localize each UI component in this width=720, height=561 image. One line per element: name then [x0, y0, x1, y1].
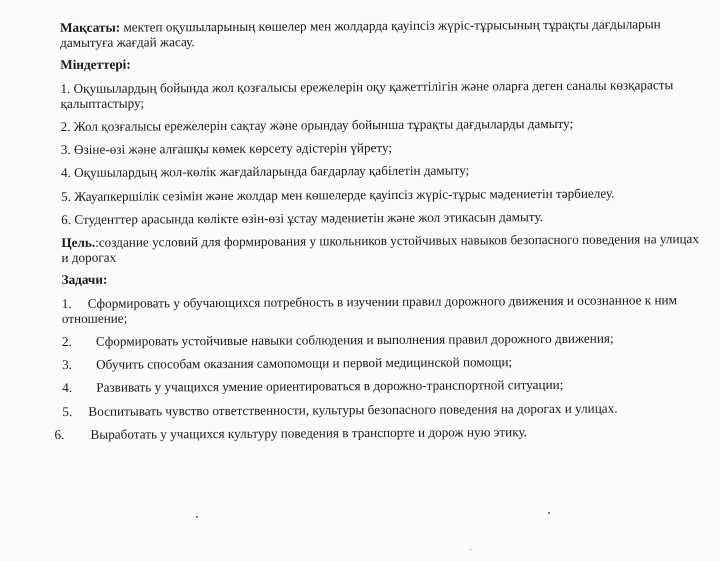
tasks-kz-item: 6. Студенттер арасында көлікте өзін-өзі ұстау мәдениетін және жол этикасын дамыту. [61, 208, 544, 227]
goal-kz-text: мектеп оқушыларының көшелер мен жолдарда қауіпсіз жүріс-тұрысының тұрақты дағдыларын дамытуға жағдай жасау. [60, 16, 661, 51]
tasks-ru-item-number: 1. [61, 295, 72, 311]
tasks-kz-item: 1. Оқушылардың бойында жол қозғалысы ережелерін оқу қажеттілігін және оларға деген саналы көзқарасты қалыптастыру; [60, 76, 674, 111]
scan-speck [470, 549, 471, 550]
tasks-ru-item-text: Воспитывать чувство ответственности, культуры безопасного поведения на дорогах и улицах. [88, 400, 618, 419]
tasks-kz-list [60, 77, 701, 227]
tasks-ru-item-number: 3. [62, 357, 73, 373]
tasks-ru-item-text: Сформировать у обучающихся потребность в изучении правил дорожного движения и осознанное к ним отношение; [61, 291, 677, 326]
tasks-ru-item-text: Обучить способам оказания самопомощи и первой медицинской помощи; [96, 354, 513, 373]
tasks-kz-item: 5. Жауапкершілік сезімін және жолдар мен көшелерде қауіпсіз жүріс-тұрыс мәдениетін тәрбиелеу. [61, 185, 615, 204]
tasks-ru-item-number: 5. [62, 403, 73, 419]
goal-kz [60, 16, 700, 50]
tasks-ru-item [62, 292, 702, 326]
tasks-ru-item-text: Развивать у учащихся умение ориентироваться в дорожно-транспортной ситуации; [96, 377, 564, 396]
document-body [54, 16, 703, 450]
tasks-kz-item: 3. Өзіне-өзі және алғашқы көмек көрсету әдістерін үйрету; [60, 140, 393, 158]
tasks-kz-item: 4. Оқушылардың жол-көлік жағдайларында бағдарлау қабілетін дамыту; [60, 162, 470, 181]
goal-ru-text: :создание условий для формирования у школьников устойчивых навыков безопасного поведения на улицах и дорогах [61, 231, 700, 266]
tasks-ru-item-number: 2. [61, 333, 72, 350]
tasks-ru-item-number: 6. [54, 426, 65, 442]
tasks-kz-item: 2. Жол қозғалысы ережелерін сақтау және орындау бойынша тұрақты дағдыларды дамыту; [60, 115, 574, 135]
goal-ru-label: Цель. [61, 234, 96, 251]
tasks-ru-item [62, 400, 702, 419]
goal-ru [61, 231, 701, 265]
tasks-ru-item-text: Сформировать устойчивые навыки соблюдения и выполнения правил дорожного движения; [95, 330, 614, 349]
tasks-ru-item [62, 353, 702, 372]
goal-kz-label: Мақсаты: [60, 19, 121, 35]
tasks-ru-item [62, 377, 702, 396]
tasks-ru-item [62, 330, 702, 349]
tasks-ru-item-text: Выработать у учащихся культуру поведения в транспорте и дорож ную этику. [90, 424, 528, 442]
scan-speck [196, 516, 198, 518]
tasks-kz-heading: Міндеттері: [60, 56, 131, 73]
scan-speck [548, 512, 550, 514]
tasks-ru-item-number: 4. [62, 380, 73, 396]
tasks-ru-item [54, 423, 702, 442]
tasks-ru-list [54, 291, 703, 442]
tasks-ru-heading: Задачи: [61, 272, 108, 288]
